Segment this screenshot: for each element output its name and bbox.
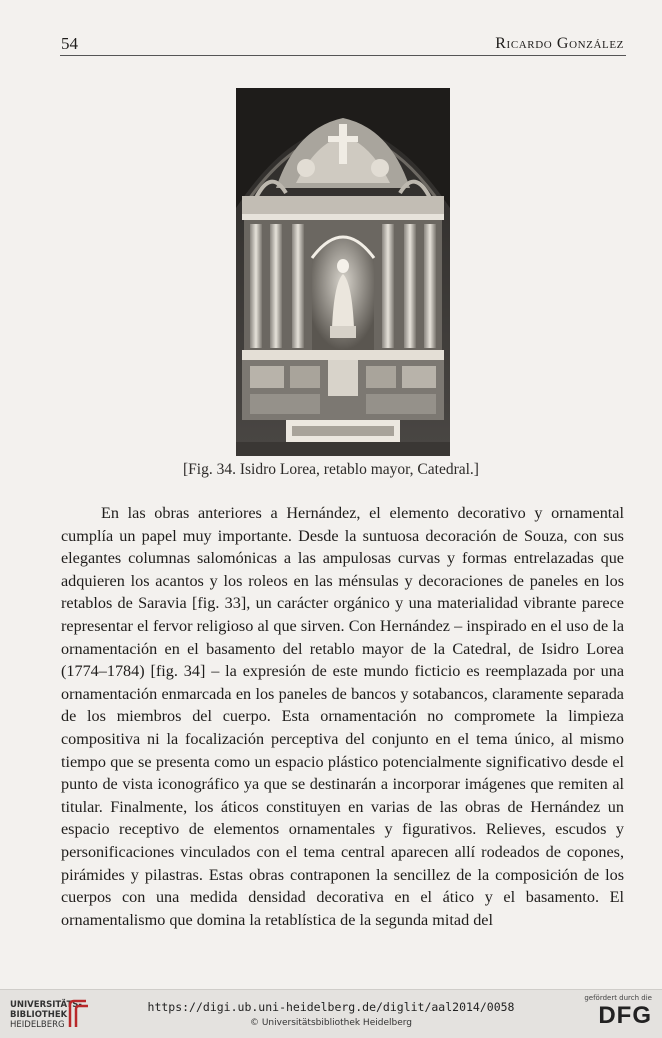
library-name-line1: UNIVERSITÄTS- bbox=[10, 1000, 82, 1010]
body-paragraph bbox=[61, 502, 624, 931]
funder-credit bbox=[584, 994, 652, 1029]
library-name-line3: HEIDELBERG bbox=[10, 1020, 65, 1030]
running-head: Ricardo González bbox=[495, 35, 624, 52]
body-paragraph-text: En las obras anteriores a Hernández, el elemento decorativo y ornamental cumplía un papel muy importante. Desde la suntuosa decoración de Souza, con sus elegantes columnas salomónicas a las ampulosas curvas y formas entrelazadas que adquieren los acantos y los roleos en las ménsulas y decoraciones de paneles en los retablos de Saravia [fig. 33], un carácter orgánico y una materialidad vibrante parece representar el fervor religioso al que sirven. Con Hernández – inspirado en el uso de la ornamentación en el basamento del retablo mayor de la Catedral, de Isidro Lorea (1774–1784) [fig. 34] – la expresión de este mundo ficticio es reemplazada por una ornamentación enmarcada en los paneles de bancos y sotabancos, claramente separada de los miembros del cuerpo. Esta ornamentación no compromete la limpieza compositiva ni la focalización perceptiva del conjunto en el tema único, al mismo tiempo que se presenta como un espacio plástico potencialmente significativo desde el punto de vista iconográfico ya que se destinarán a incorporar imágenes que remiten al titular. Finalmente, los áticos constituyen en varias de las obras de Hernández un espacio receptivo de elementos ornamentales y figurativos. Relieves, escudos y personificaciones vinculados con el tema central aparecen allí rodeados de copones, pirámides y pilastras. Estas obras contraponen la sencillez de la composición de los cuerpos con una medida densidad decorativa en el ático y el basamento. El ornamentalismo que domina la retablística de la segunda mitad del bbox=[61, 504, 624, 929]
dfg-logo: DFG bbox=[598, 1002, 652, 1029]
footer bbox=[0, 989, 662, 1038]
library-name-line2: BIBLIOTHEK bbox=[10, 1010, 68, 1020]
altarpiece-photograph bbox=[236, 88, 450, 456]
header-rule bbox=[60, 55, 626, 56]
page-number: 54 bbox=[61, 34, 78, 53]
source-url-link[interactable]: https://digi.ub.uni-heidelberg.de/diglit/aal2014/0058 bbox=[147, 1000, 515, 1014]
funder-credit-text: gefördert durch die bbox=[584, 994, 652, 1002]
body-text bbox=[61, 502, 624, 931]
figure-caption: [Fig. 34. Isidro Lorea, retablo mayor, Catedral.] bbox=[183, 461, 479, 478]
copyright-notice: © Universitätsbibliothek Heidelberg bbox=[249, 1018, 412, 1028]
